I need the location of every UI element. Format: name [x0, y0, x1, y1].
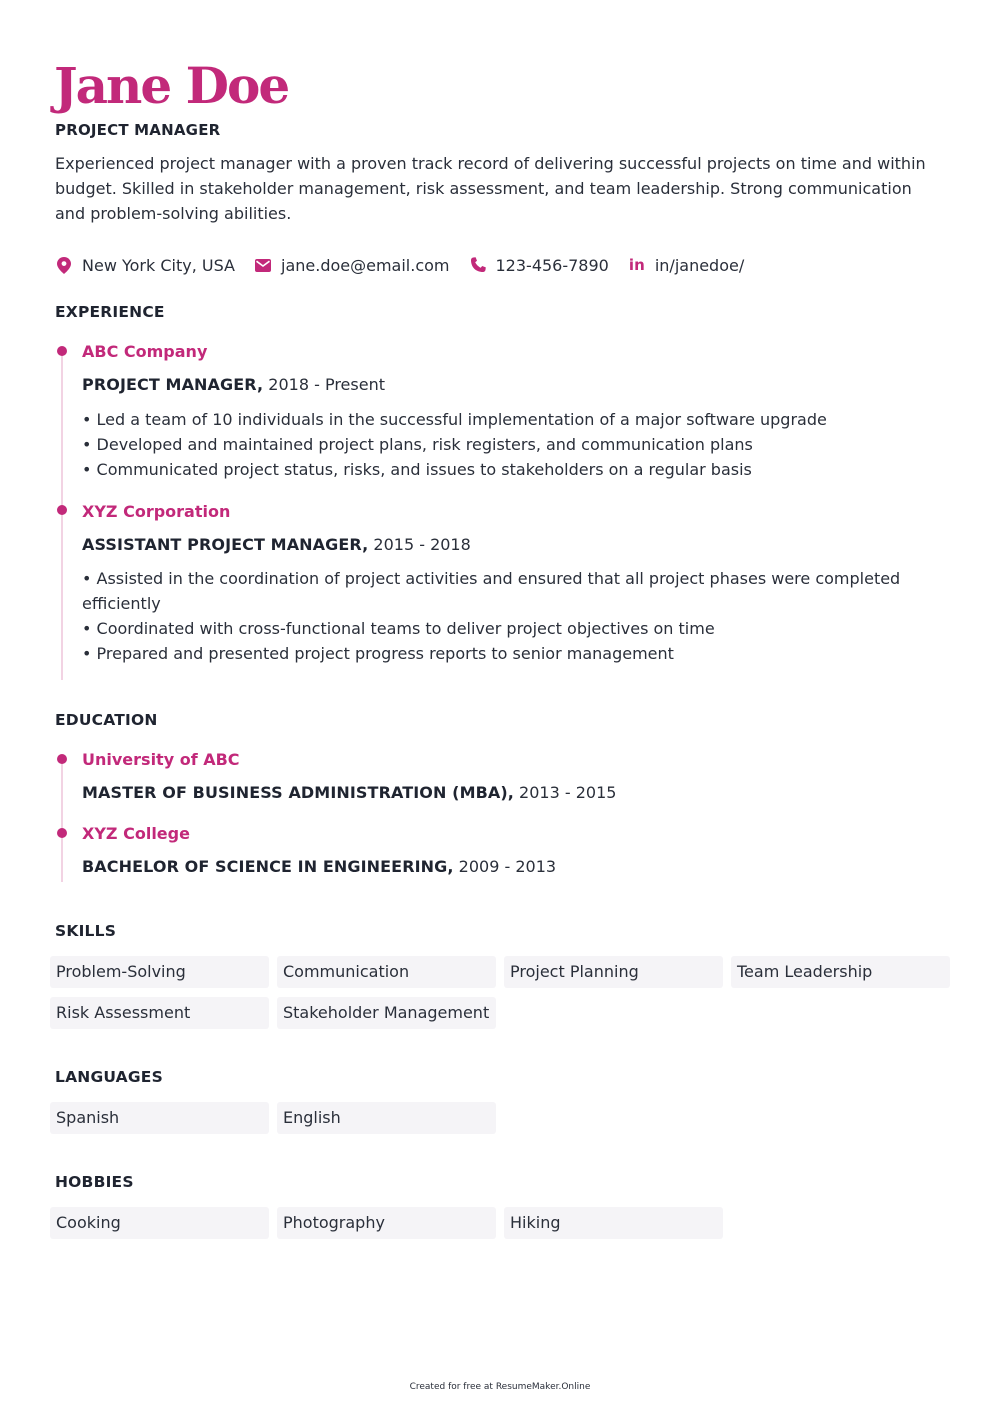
candidate-name: Jane Doe — [54, 56, 289, 115]
hobby-chip: Cooking — [50, 1207, 269, 1239]
hobby-chip: Photography — [277, 1207, 496, 1239]
timeline-dot — [57, 505, 67, 515]
envelope-icon — [254, 256, 272, 274]
timeline-dot — [57, 346, 67, 356]
degree — [82, 783, 616, 802]
role-dates: 2018 - Present — [263, 375, 385, 394]
contact-linkedin[interactable] — [628, 256, 744, 275]
skills-heading: SKILLS — [55, 922, 117, 940]
skill-chip: Risk Assessment — [50, 997, 269, 1029]
language-chip: Spanish — [50, 1102, 269, 1134]
school-name: University of ABC — [82, 750, 240, 769]
list-item: • Coordinated with cross-functional teams to deliver project objectives on time — [82, 619, 715, 638]
degree-dates: 2009 - 2013 — [453, 857, 557, 876]
company-name: XYZ Corporation — [82, 502, 231, 521]
experience-timeline — [61, 352, 63, 680]
degree-title: BACHELOR OF SCIENCE IN ENGINEERING, — [82, 857, 454, 876]
phone-icon — [469, 256, 487, 274]
location-pin-icon — [55, 256, 73, 274]
school-name: XYZ College — [82, 824, 190, 843]
hobbies-heading: HOBBIES — [55, 1173, 134, 1191]
contact-phone[interactable] — [469, 256, 609, 275]
hobby-chip: Hiking — [504, 1207, 723, 1239]
footer-credit[interactable]: Created for free at ResumeMaker.Online — [409, 1382, 591, 1392]
job-title: PROJECT MANAGER — [55, 121, 221, 139]
contact-bar — [55, 252, 763, 278]
skill-chip: Team Leadership — [731, 956, 950, 988]
list-item: • Developed and maintained project plans, risk registers, and communication plans — [82, 435, 753, 454]
timeline-dot — [57, 828, 67, 838]
job-role — [82, 375, 385, 394]
timeline-dot — [57, 754, 67, 764]
job-role — [82, 535, 471, 554]
skill-chip: Project Planning — [504, 956, 723, 988]
company-name: ABC Company — [82, 342, 208, 361]
contact-email[interactable] — [254, 256, 450, 275]
phone-text[interactable]: 123-456-7890 — [495, 255, 609, 275]
role-title: ASSISTANT PROJECT MANAGER, — [82, 535, 369, 554]
location-text: New York City, USA — [82, 255, 235, 275]
experience-heading: EXPERIENCE — [55, 303, 165, 321]
degree-title: MASTER OF BUSINESS ADMINISTRATION (MBA), — [82, 783, 514, 802]
education-timeline — [61, 760, 63, 882]
role-dates: 2015 - 2018 — [368, 535, 471, 554]
skill-chip: Problem-Solving — [50, 956, 269, 988]
email-text[interactable]: jane.doe@email.com — [281, 255, 450, 275]
skill-chip: Communication — [277, 956, 496, 988]
list-item: • Prepared and presented project progress reports to senior management — [82, 644, 674, 663]
summary-text: Experienced project manager with a proven track record of delivering successful projects on time and within budget. Skilled in stakeholder management, risk assessment, and team leadership. Strong communication and problem-solving abilities. — [55, 154, 926, 223]
role-title: PROJECT MANAGER, — [82, 375, 264, 394]
list-item: • Led a team of 10 individuals in the successful implementation of a major software upgrade — [82, 410, 827, 429]
job-bullets — [82, 407, 942, 482]
degree-dates: 2013 - 2015 — [513, 783, 617, 802]
list-item: • Assisted in the coordination of project activities and ensured that all project phases were completed efficiently — [82, 569, 901, 613]
list-item: • Communicated project status, risks, and issues to stakeholders on a regular basis — [82, 460, 752, 479]
language-chip: English — [277, 1102, 496, 1134]
languages-heading: LANGUAGES — [55, 1068, 163, 1086]
linkedin-icon: in — [628, 256, 645, 274]
education-heading: EDUCATION — [55, 711, 158, 729]
contact-location — [55, 256, 235, 275]
linkedin-text[interactable]: in/janedoe/ — [654, 255, 745, 275]
skill-chip: Stakeholder Management — [277, 997, 496, 1029]
degree — [82, 857, 556, 876]
job-bullets — [82, 566, 912, 666]
